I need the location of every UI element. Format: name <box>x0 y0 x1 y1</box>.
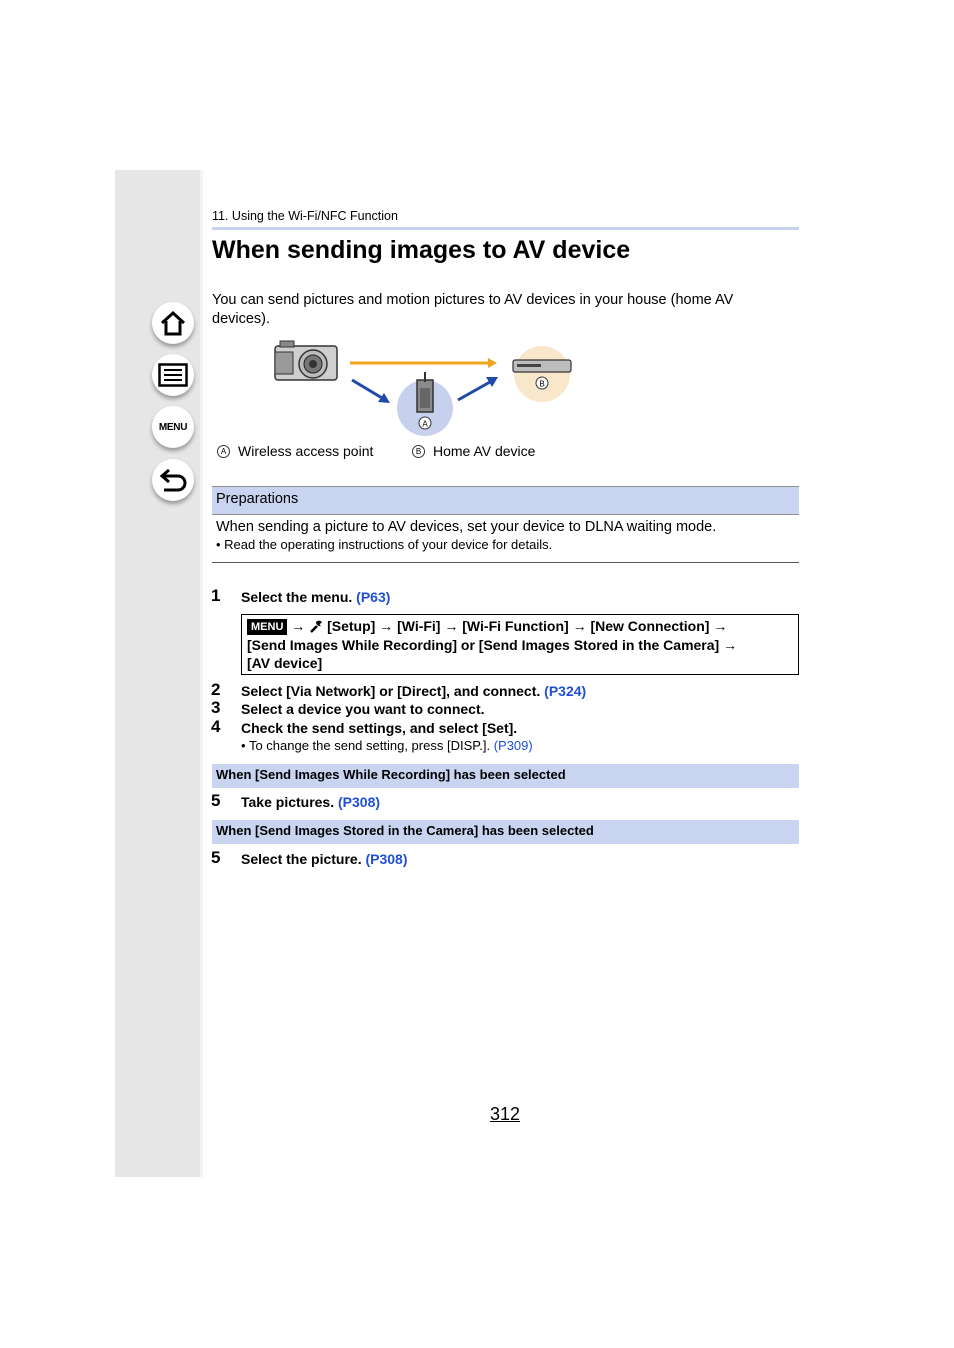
step-2-text: Select [Via Network] or [Direct], and connect. (P324) <box>241 683 587 699</box>
section-stored-heading: When [Send Images Stored in the Camera] has been selected <box>212 820 799 844</box>
step-1-number: 1 <box>211 586 221 605</box>
home-button[interactable] <box>152 302 194 344</box>
step-2-link[interactable]: (P324) <box>544 683 587 699</box>
back-button[interactable] <box>152 459 194 501</box>
home-icon <box>159 309 187 337</box>
page-number: 312 <box>490 1104 521 1124</box>
back-icon <box>158 466 188 494</box>
preparations-heading: Preparations <box>212 486 799 515</box>
camera-icon <box>275 341 337 380</box>
page-title: When sending images to AV device <box>212 236 631 264</box>
preparations-text: When sending a picture to AV devices, set your device to DLNA waiting mode. <box>216 519 717 535</box>
step-4-number: 4 <box>211 717 221 736</box>
breadcrumb: 11. Using the Wi-Fi/NFC Function <box>212 209 398 223</box>
intro-text: You can send pictures and motion pictures to AV devices in your house (home AV devices). <box>212 292 734 327</box>
preparations-body <box>212 515 799 563</box>
header-rule <box>212 227 799 230</box>
step-1-link[interactable]: (P63) <box>356 589 391 605</box>
menu-path-line3: [AV device] <box>247 655 323 671</box>
section-recording-step-number: 5 <box>211 791 221 810</box>
section-recording-heading: When [Send Images While Recording] has been selected <box>212 764 799 788</box>
network-diagram <box>270 338 580 438</box>
menu-tag: MENU <box>247 619 287 635</box>
list-icon <box>158 363 188 387</box>
menu-path-line2: [Send Images While Recording] or [Send Images Stored in the Camera] → <box>247 636 738 653</box>
preparations-bullet: • Read the operating instructions of your device for details. <box>216 537 553 552</box>
legend-a-label: Wireless access point <box>238 443 374 459</box>
wrench-icon <box>309 619 323 633</box>
sidebar-stripe <box>200 170 203 1177</box>
step-4-text: Check the send settings, and select [Set]. <box>241 720 518 736</box>
access-point-icon <box>397 372 453 436</box>
menu-button[interactable] <box>152 406 194 448</box>
legend-a-marker: A <box>217 445 230 458</box>
contents-list-button[interactable] <box>152 354 194 396</box>
section-stored-step-number: 5 <box>211 848 221 867</box>
step-1-text: Select the menu. (P63) <box>241 589 391 605</box>
av-device-icon <box>513 346 571 402</box>
menu-path-box <box>241 614 799 675</box>
step-4-note-link[interactable]: (P309) <box>493 738 533 753</box>
orange-arrow <box>350 358 497 368</box>
section-stored-link[interactable]: (P308) <box>365 851 408 867</box>
marker-a: A <box>422 419 428 429</box>
menu-path-line1: MENU → [Setup] → [Wi-Fi] → [Wi-Fi Function] → [New Connection] → <box>247 617 793 636</box>
legend-b <box>412 443 535 459</box>
step-4-note: • To change the send setting, press [DISP.]. (P309) <box>241 738 533 753</box>
blue-arrow-right <box>458 377 498 400</box>
step-2-number: 2 <box>211 680 221 699</box>
menu-icon: MENU <box>158 421 188 433</box>
marker-b: B <box>539 379 545 389</box>
step-3-number: 3 <box>211 698 221 717</box>
section-recording-link[interactable]: (P308) <box>338 794 381 810</box>
legend-b-label: Home AV device <box>433 443 536 459</box>
legend-a <box>217 443 373 459</box>
step-3-text: Select a device you want to connect. <box>241 701 485 717</box>
section-recording-step-text: Take pictures. (P308) <box>241 794 381 810</box>
section-stored-step-text: Select the picture. (P308) <box>241 851 408 867</box>
blue-arrow-left <box>352 380 390 403</box>
legend-b-marker: B <box>412 445 425 458</box>
